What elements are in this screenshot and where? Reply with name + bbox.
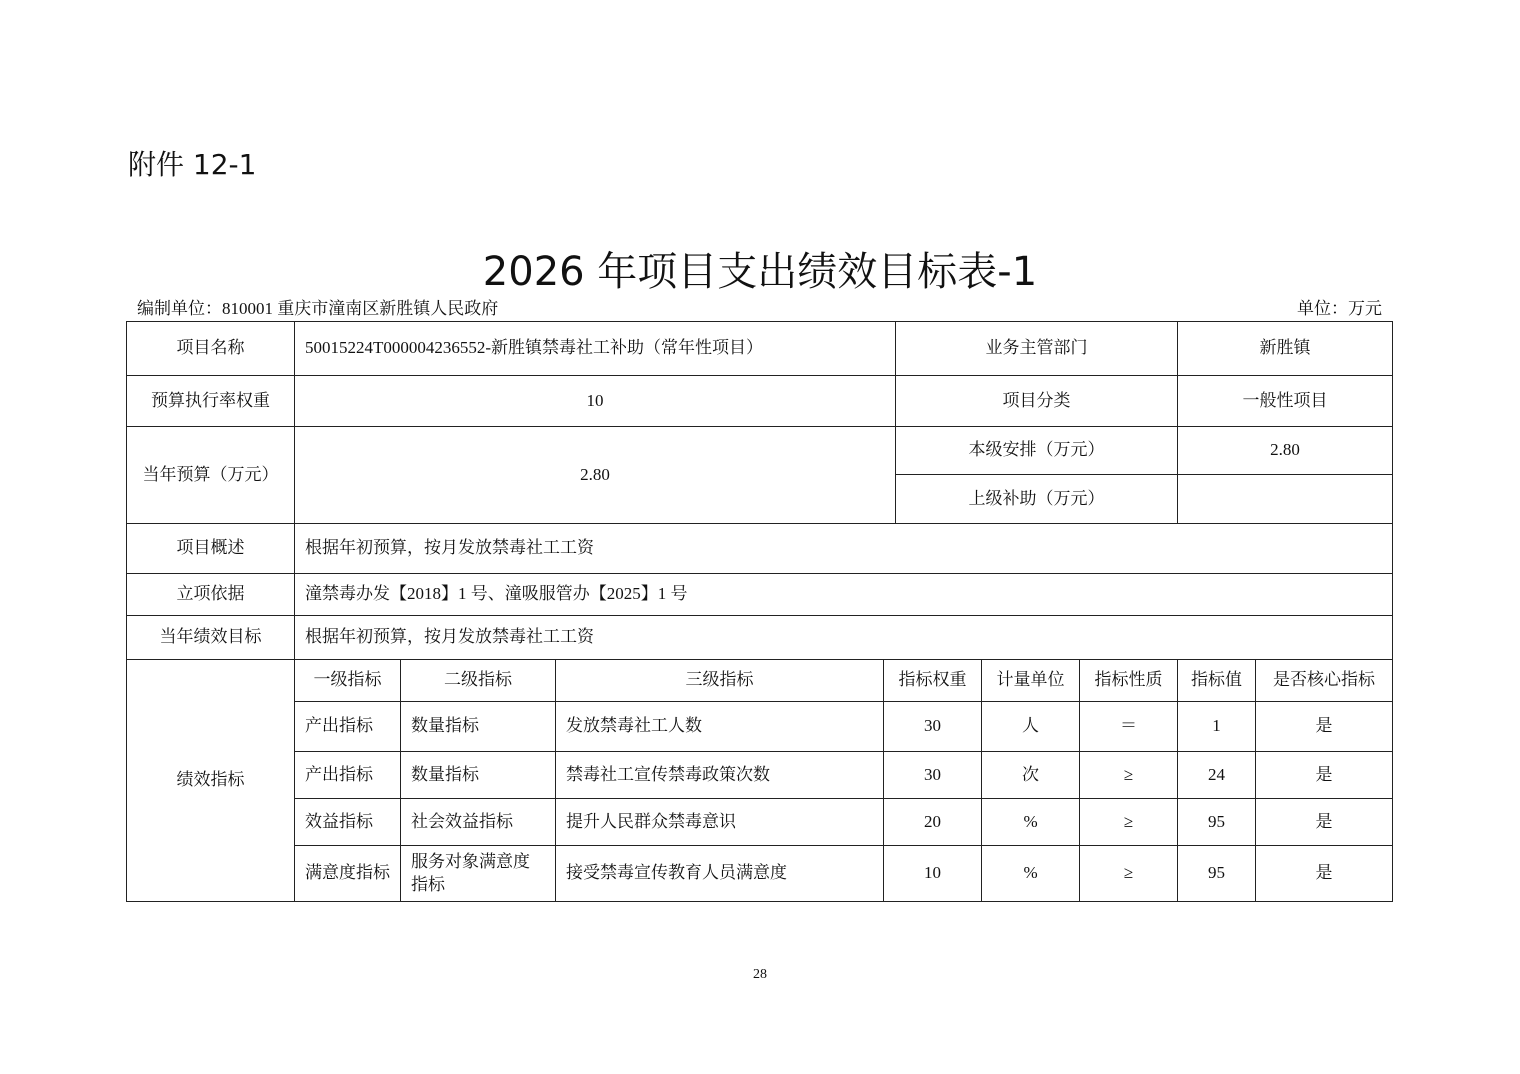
unit-cell: 次 (982, 752, 1080, 799)
weight-cell: 30 (884, 702, 982, 752)
table-row (127, 846, 1393, 902)
budget-value: 2.80 (295, 427, 896, 524)
nature-cell: ＝ (1080, 702, 1178, 752)
basis-label: 立项依据 (127, 574, 295, 616)
table-row (127, 799, 1393, 846)
category-value: 一般性项目 (1178, 376, 1393, 427)
overview-value: 根据年初预算，按月发放禁毒社工工资 (295, 524, 1393, 574)
nature-cell: ≥ (1080, 752, 1178, 799)
weight-label: 预算执行率权重 (127, 376, 295, 427)
row-overview (127, 524, 1393, 574)
header-value: 指标值 (1178, 660, 1256, 702)
overview-label: 项目概述 (127, 524, 295, 574)
level3-cell: 接受禁毒宣传教育人员满意度 (556, 846, 884, 902)
level3-cell: 提升人民群众禁毒意识 (556, 799, 884, 846)
budget-label: 当年预算（万元） (127, 427, 295, 524)
unit-cell: % (982, 799, 1080, 846)
currency-unit: 单位：万元 (1297, 299, 1382, 318)
header-level1: 一级指标 (295, 660, 401, 702)
nature-cell: ≥ (1080, 846, 1178, 902)
department-label: 业务主管部门 (896, 322, 1178, 376)
page-number: 28 (753, 967, 767, 982)
row-project-name (127, 322, 1393, 376)
weight-cell: 20 (884, 799, 982, 846)
level2-cell: 社会效益指标 (401, 799, 556, 846)
row-budget-local (127, 427, 1393, 475)
unit-cell: % (982, 846, 1080, 902)
core-cell: 是 (1256, 702, 1393, 752)
header-unit: 计量单位 (982, 660, 1080, 702)
header-nature: 指标性质 (1080, 660, 1178, 702)
performance-target-table (126, 321, 1393, 902)
department-value: 新胜镇 (1178, 322, 1393, 376)
upper-subsidy-label: 上级补助（万元） (896, 475, 1178, 524)
goal-value: 根据年初预算，按月发放禁毒社工工资 (295, 616, 1393, 660)
weight-cell: 30 (884, 752, 982, 799)
unit-cell: 人 (982, 702, 1080, 752)
level2-cell: 数量指标 (401, 702, 556, 752)
category-label: 项目分类 (896, 376, 1178, 427)
value-cell: 1 (1178, 702, 1256, 752)
core-cell: 是 (1256, 752, 1393, 799)
local-arrangement-value: 2.80 (1178, 427, 1393, 475)
goal-label: 当年绩效目标 (127, 616, 295, 660)
indicator-header-row (127, 660, 1393, 702)
page-title: 2026 年项目支出绩效目标表-1 (482, 249, 1038, 295)
header-level2: 二级指标 (401, 660, 556, 702)
value-cell: 24 (1178, 752, 1256, 799)
table-row (127, 752, 1393, 799)
core-cell: 是 (1256, 846, 1393, 902)
level1-cell: 满意度指标 (295, 846, 401, 902)
row-basis (127, 574, 1393, 616)
weight-value: 10 (295, 376, 896, 427)
local-arrangement-label: 本级安排（万元） (896, 427, 1178, 475)
table-row (127, 702, 1393, 752)
level1-cell: 产出指标 (295, 752, 401, 799)
level1-cell: 效益指标 (295, 799, 401, 846)
level3-cell: 发放禁毒社工人数 (556, 702, 884, 752)
basis-value: 潼禁毒办发【2018】1 号、潼吸服管办【2025】1 号 (295, 574, 1393, 616)
header-level3: 三级指标 (556, 660, 884, 702)
row-weight (127, 376, 1393, 427)
level3-cell: 禁毒社工宣传禁毒政策次数 (556, 752, 884, 799)
project-name-label: 项目名称 (127, 322, 295, 376)
attachment-label: 附件 12-1 (128, 148, 257, 181)
upper-subsidy-value (1178, 475, 1393, 524)
project-name-value: 50015224T000004236552-新胜镇禁毒社工补助（常年性项目） (295, 322, 896, 376)
value-cell: 95 (1178, 846, 1256, 902)
nature-cell: ≥ (1080, 799, 1178, 846)
compiling-unit: 编制单位：810001 重庆市潼南区新胜镇人民政府 (137, 299, 499, 318)
value-cell: 95 (1178, 799, 1256, 846)
weight-cell: 10 (884, 846, 982, 902)
level2-cell: 数量指标 (401, 752, 556, 799)
header-weight: 指标权重 (884, 660, 982, 702)
header-core: 是否核心指标 (1256, 660, 1393, 702)
core-cell: 是 (1256, 799, 1393, 846)
level1-cell: 产出指标 (295, 702, 401, 752)
level2-cell: 服务对象满意度指标 (401, 846, 556, 902)
row-goal (127, 616, 1393, 660)
indicators-section-label: 绩效指标 (127, 660, 295, 902)
